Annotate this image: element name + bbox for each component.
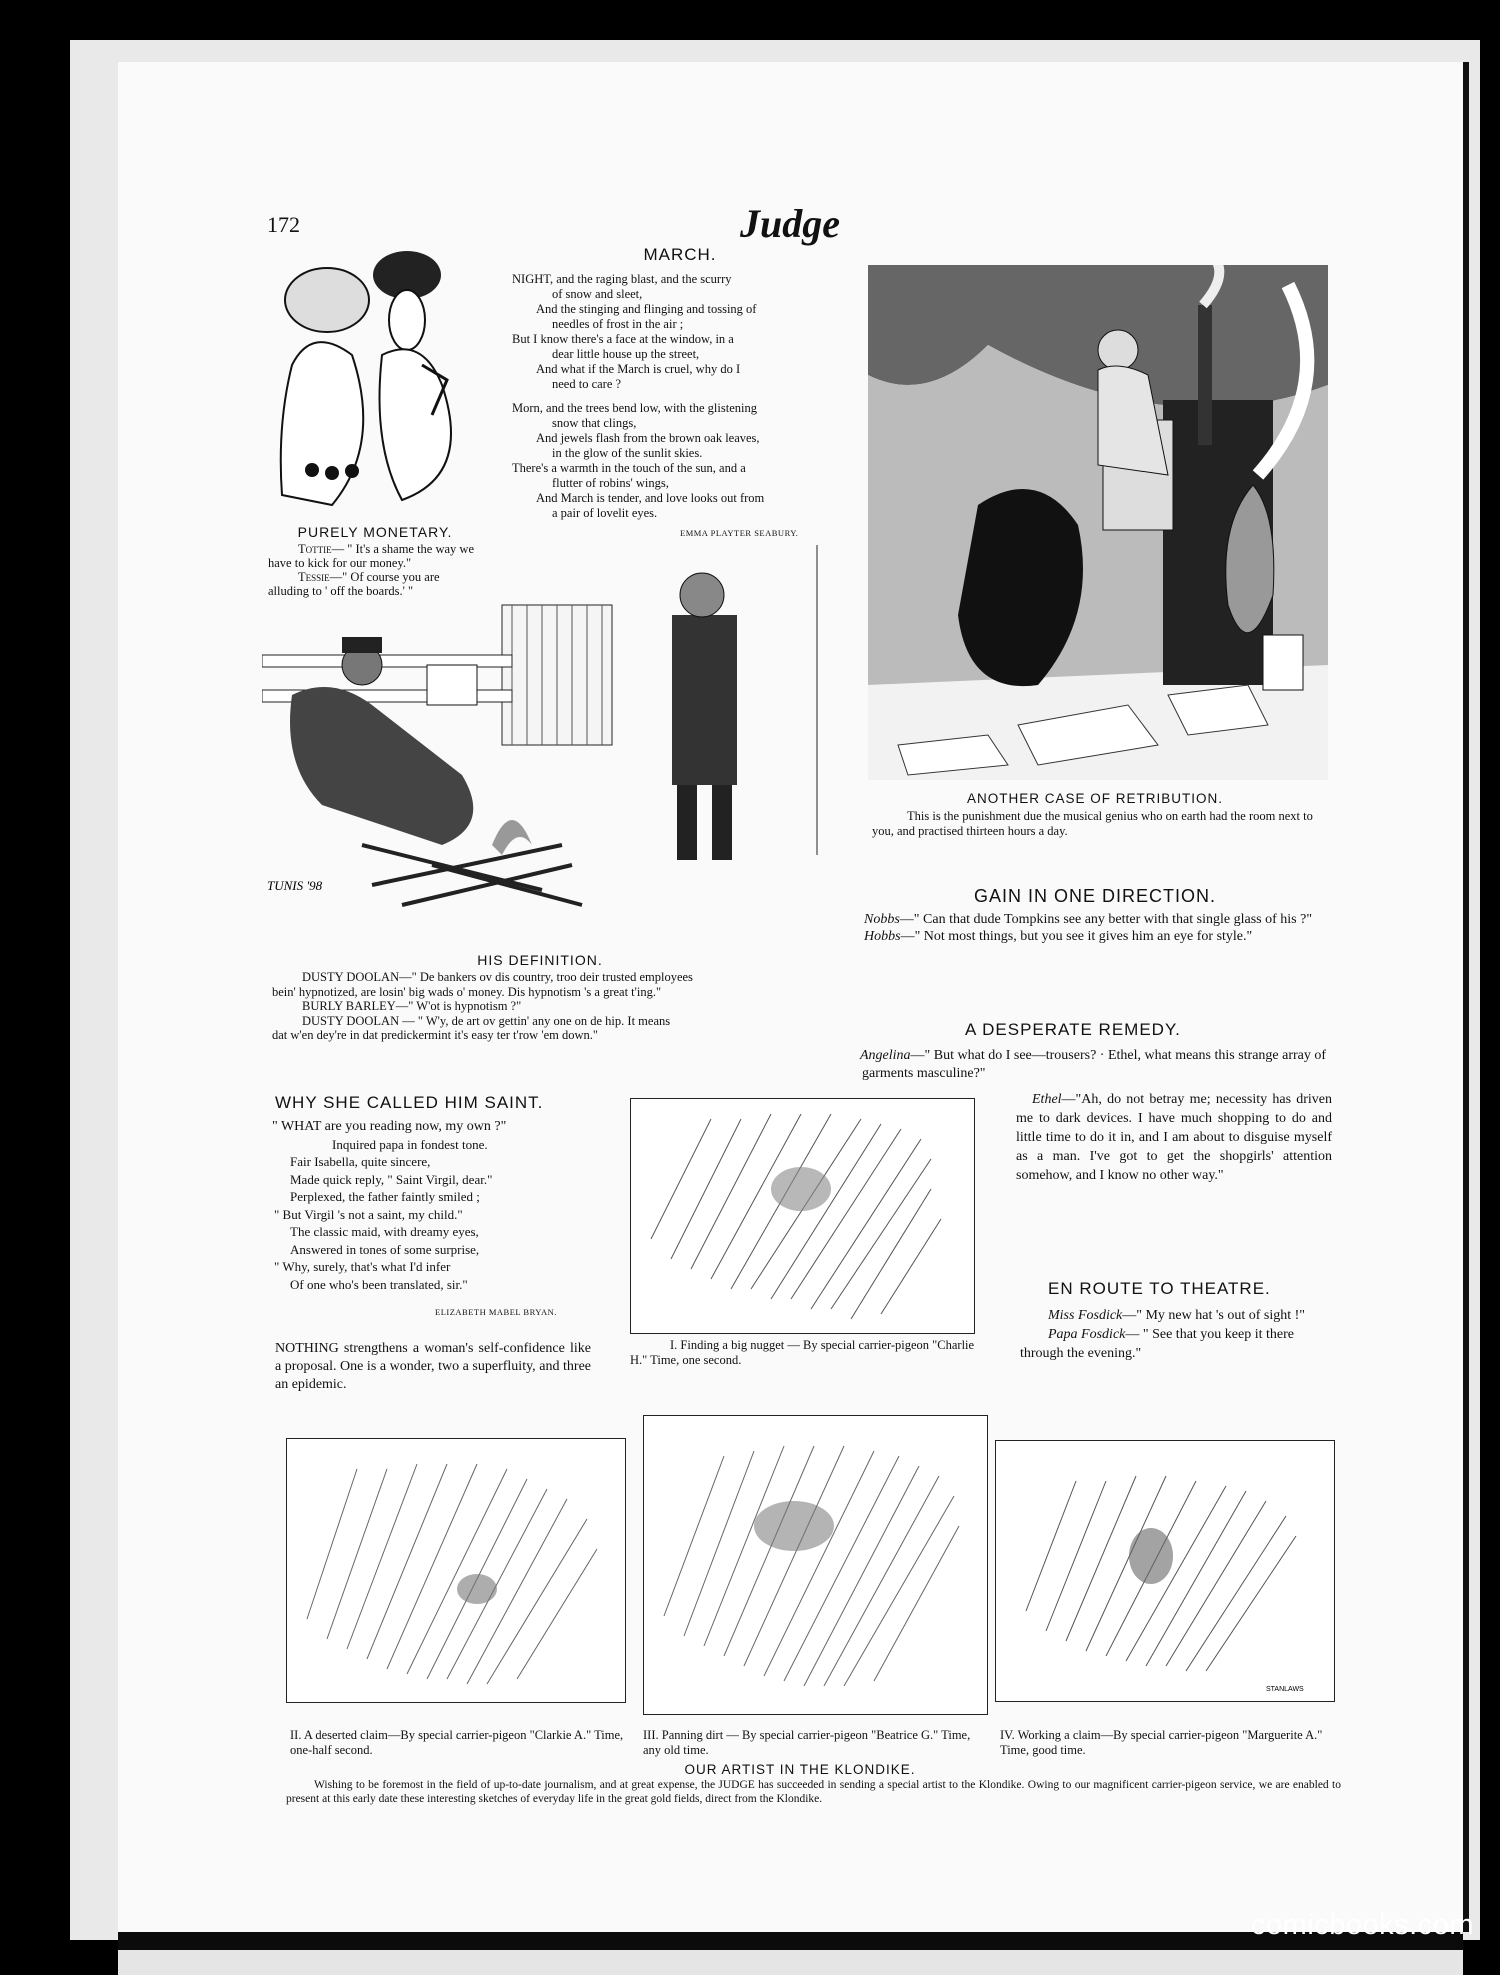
poem-line: There's a warmth in the touch of the sun, and a — [512, 461, 746, 475]
site-watermark: comicbooks.com — [1251, 1909, 1474, 1941]
next-page-edge — [118, 1950, 1463, 1975]
poem-line: Morn, and the trees bend low, with the glistening — [512, 401, 757, 415]
panel-3-caption: III. Panning dirt — By special carrier-pigeon "Beatrice G." Time, any old time. — [643, 1728, 971, 1757]
poem-line: Of one who's been translated, sir." — [290, 1276, 468, 1292]
retribution-illustration — [868, 265, 1328, 780]
saint-poem — [272, 1118, 592, 1293]
poem-line: NIGHT, and the raging blast, and the scurry — [512, 272, 732, 286]
poem-line: The classic maid, with dreamy eyes, — [290, 1224, 479, 1239]
speaker-ethel: Ethel — [1032, 1092, 1062, 1107]
klondike-panel-1 — [630, 1098, 975, 1334]
march-poem — [512, 272, 832, 521]
poem-line: needles of frost in the air ; — [552, 317, 684, 331]
angelina-line: —" But what do I see—trousers? · Ethel, what means this strange array of garments masculine?" — [862, 1048, 1327, 1081]
poem-line: Fair Isabella, quite sincere, — [290, 1154, 431, 1169]
poem-line: Answered in tones of some surprise, — [290, 1241, 480, 1257]
poem-line: " WHAT are you reading now, my own ?" — [272, 1119, 507, 1134]
march-author: EMMA PLAYTER SEABURY. — [680, 528, 799, 538]
poem-line: of snow and sleet, — [552, 287, 643, 301]
masthead-title: Judge — [740, 201, 840, 246]
desperate-remedy-title: A DESPERATE REMEDY. — [965, 1020, 1181, 1039]
poem-line: Made quick reply, " Saint Virgil, dear." — [290, 1171, 493, 1187]
illustration-signature: TUNIS '98 — [267, 878, 323, 893]
klondike-panel-2 — [286, 1438, 626, 1703]
poem-line: a pair of lovelit eyes. — [552, 506, 658, 520]
panel-2-caption: II. A deserted claim—By special carrier-pigeon "Clarkie A." Time, one-half second. — [290, 1728, 624, 1757]
dialogue-line: dat w'en dey're in dat predickermint it's easy ter t'row 'em down." — [272, 1028, 598, 1042]
speaker-nobbs: Nobbs — [864, 912, 900, 927]
another-case-caption: This is the punishment due the musical genius who on earth had the room next to you, and practised thirteen hours a day. — [872, 809, 1313, 838]
page-gutter — [1463, 62, 1469, 1932]
gain-dialogue — [832, 911, 1332, 945]
march-title: MARCH. — [643, 245, 717, 264]
dialogue-line: bein' hypnotized, are losin' big wads o' money. Dis hypnotism 's a great t'ing." — [272, 984, 662, 999]
poem-line: And the stinging and flinging and tossing of — [536, 302, 757, 316]
nobbs-line: —" Can that dude Tompkins see any better with that single glass of his ?" — [899, 912, 1313, 927]
poem-line: flutter of robins' wings, — [552, 476, 669, 490]
hobbs-line: —" Not most things, but you see it gives him an eye for style." — [900, 929, 1253, 944]
papa-fosdick-line: — " See that you keep it there through the evening." — [1020, 1327, 1294, 1361]
purely-monetary-title: PURELY MONETARY. — [297, 524, 453, 540]
ethel-dialogue — [1016, 1090, 1332, 1185]
dialogue-line: BURLY BARLEY—" W'ot is hypnotism ?" — [302, 999, 522, 1013]
gain-title: GAIN IN ONE DIRECTION. — [973, 886, 1217, 906]
dialogue-line: DUSTY DOOLAN—" De bankers ov dis country, troo deir trusted employees — [302, 970, 693, 984]
speaker-papa-fosdick: Papa Fosdick — [1048, 1327, 1126, 1342]
poem-line: And jewels flash from the brown oak leaves, — [536, 431, 760, 445]
poem-line: And what if the March is cruel, why do I — [536, 362, 741, 376]
en-route-dialogue — [1020, 1306, 1335, 1363]
poem-line: in the glow of the sunlit skies. — [552, 446, 703, 460]
speaker-miss-fosdick: Miss Fosdick — [1048, 1308, 1123, 1323]
tramps-illustration — [262, 545, 822, 940]
poem-line: But I know there's a face at the window, in a — [512, 332, 734, 346]
panel-4-signature: STANLAWS — [1266, 1686, 1304, 1693]
speaker-tessie: Tessie — [298, 570, 330, 584]
saint-title: WHY SHE CALLED HIM SAINT. — [275, 1093, 544, 1112]
speaker-angelina: Angelina — [860, 1048, 911, 1063]
poem-line: need to care ? — [552, 377, 622, 391]
saint-author: ELIZABETH MABEL BRYAN. — [435, 1307, 557, 1317]
poem-line: snow that clings, — [552, 416, 637, 430]
page-number: 172 — [267, 212, 300, 237]
poem-line: Inquired papa in fondest tone. — [332, 1136, 488, 1152]
poem-line: Perplexed, the father faintly smiled ; — [290, 1189, 480, 1204]
dialogue-line: DUSTY DOOLAN — " W'y, de art ov gettin' any one on de hip. It means — [302, 1013, 671, 1028]
panel-1-caption: I. Finding a big nugget — By special carrier-pigeon "Charlie H." Time, one second. — [630, 1338, 975, 1367]
poem-line: " Why, surely, that's what I'd infer — [274, 1259, 451, 1274]
miss-fosdick-line: —" My new hat 's out of sight !" — [1122, 1308, 1305, 1323]
poem-line: dear little house up the street, — [552, 347, 700, 361]
klondike-panel-4 — [995, 1440, 1335, 1702]
tottie-line: — " It's a shame the way we have to kick for our money." — [268, 542, 475, 570]
speaker-hobbs: Hobbs — [864, 929, 901, 944]
klondike-panel-3 — [643, 1415, 988, 1715]
klondike-title: OUR ARTIST IN THE KLONDIKE. — [684, 1762, 916, 1777]
en-route-title: EN ROUTE TO THEATRE. — [1048, 1279, 1271, 1298]
another-case-title: ANOTHER CASE OF RETRIBUTION. — [966, 791, 1224, 806]
poem-line: And March is tender, and love looks out from — [536, 491, 765, 505]
ethel-line: —"Ah, do not betray me; necessity has driven me to dark devices. I have much shopping to do and little time to do it in, and I am about to disguise myself as a man. I've got to get the shopgirls' attention somehow, and I know no other way." — [1016, 1092, 1332, 1183]
his-definition-title: HIS DEFINITION. — [477, 952, 603, 968]
klondike-body: Wishing to be foremost in the field of up-to-date journalism, and at great expense, the JUDGE has succeeded in sending a special artist to the Klondike. Owing to our magnificent carrier-pigeon service, we are enabled to present at this early date these interesting sketches of everyday life in the great gold fields, direct from the Klondike. — [286, 1779, 1341, 1805]
angelina-dialogue — [862, 1047, 1332, 1083]
speaker-tottie: Tottie — [298, 542, 332, 556]
tessie-line: —" Of course you are alluding to ' off the boards.' " — [268, 570, 440, 598]
his-definition-dialogue — [272, 970, 797, 1043]
nothing-paragraph: NOTHING strengthens a woman's self-confidence like a proposal. One is a wonder, two a superfluity, and three an epidemic. — [275, 1341, 591, 1392]
panel-4-caption: IV. Working a claim—By special carrier-pigeon "Marguerite A." Time, good time. — [1000, 1728, 1323, 1757]
poem-line: " But Virgil 's not a saint, my child." — [274, 1206, 463, 1222]
two-ladies-illustration — [272, 245, 477, 515]
